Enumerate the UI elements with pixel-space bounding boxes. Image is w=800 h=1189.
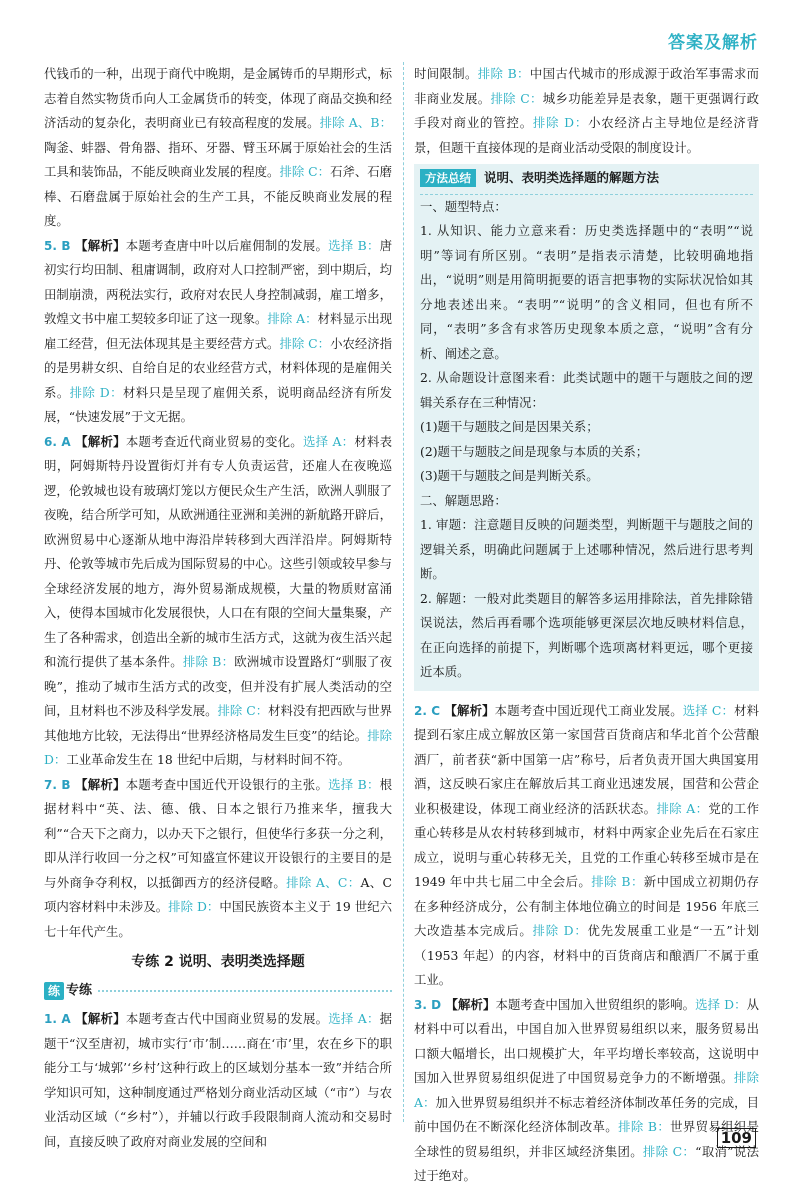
method-line: (3)题干与题肢之间是判断关系。: [420, 468, 599, 483]
right-column: [414, 62, 759, 1189]
analysis-label: 【解析】: [70, 776, 126, 792]
analysis-label: 【解析】: [70, 433, 126, 449]
answer-text: 石斧、石磨棒、石磨盘属于原始社会的生产工具，不能反映商业发展的程度。: [44, 164, 393, 228]
answer-text: 本题考查唐中叶以后雇佣制的发展。: [125, 237, 329, 253]
answer-number: 2. C: [414, 703, 441, 718]
answer-text: 欧洲城市设置路灯“驯服了夜晚”，推动了城市生活方式的改变，但并没有扩展人类活动的空间，且材料也不涉及科学发展。: [44, 654, 393, 718]
option-keyword: 排除 C：: [490, 90, 543, 106]
option-keyword: 排除 C：: [642, 1143, 696, 1159]
answer-text: 城乡功能差异是表象，题干更强调行政手段对商业的管控。: [414, 90, 760, 130]
method-line: 二、解题思路：: [420, 492, 507, 508]
answer-text: 党的工作重心转移是从农村转移到城市，材料中两家企业先后在石家庄成立，说明与重心转移无关，且党的工作重心转移至城市是在 1949 年中共七届二中全会后。: [414, 800, 760, 889]
answer-text: 从材料中可以看出，中国自加入世界贸易组织以来，服务贸易出口额大幅增长，出口规模扩大，年平均增长率较高，这说明中国加入世界贸易组织促进了中国贸易竞争力的不断增强。: [414, 996, 760, 1085]
answer-text: 材料提到石家庄成立解放区第一家国营百货商店和华北首个公营酿酒厂，前者获“新中国第一店”称号，后者负责开国大典国宴用酒，这反映石家庄在解放后其工商业迅速发展，国营和公营企业积极建设，体现工商业经济的活跃状态。: [414, 702, 760, 816]
answer-text: 小农经济占主导地位是经济背景，但题干直接体现的是商业活动受限的制度设计。: [414, 115, 760, 155]
practice-label: 专练: [66, 982, 93, 998]
answer-text: 小农经济指的是男耕女织、自给自足的农业经营方式，材料体现的是雇佣关系。: [44, 335, 393, 400]
answer-6: [44, 430, 392, 773]
analysis-label: 【解析】: [440, 702, 495, 718]
answer-text: 根据材料中“英、法、德、俄、日本之银行乃推来华，擅我大利”“合天下之商力，以办天下之银行，但使华行多获一分之利，即从洋行收回一分之权”可知盛宣怀建议开设银行的主要目的是与外商争夺利权，以抵御西方的经济侵略。: [44, 776, 393, 890]
answer-text: “取消”说法过于绝对。: [414, 1143, 760, 1183]
dotted-rule: [98, 990, 392, 992]
option-keyword: 排除 A、C：: [286, 874, 361, 890]
option-keyword: 排除 B：: [477, 66, 530, 81]
practice-icon: 练: [44, 982, 64, 1000]
method-line: 1. 从知识、能力立意来看：历史类选择题中的“表明”“说明”等词有所区别。“表明”是指表示清楚，比较明确地指出，“说明”则是用简明扼要的语言把事物的实际状况恰如其分地表述出来。“表明”“说明”的含义相同，但也有所不同，“表明”多含有求答历史现象本质之意，“说明”含有分析、阐述之意。: [420, 223, 753, 361]
answer-text: 陶釜、蚌器、骨角器、指环、牙器、臂玉环属于原始社会的生活工具和装饰品，不能反映商业发展的程度。: [44, 139, 392, 179]
answer-text: 据题干“汉至唐初，城市实行‘市’制……商在‘市’里，农在乡下的职能分工与‘城郭’‘乡村’这种行政上的区域划分基本一致”并结合所学知识可知，这种制度通过严格划分商业活动区域（“市”）与农业活动区域（“乡村”），并辅以行政手段限制商人流动和交易时间，直接反映了政府对商业发展的空间和: [44, 1011, 393, 1149]
analysis-label: 【解析】: [441, 996, 496, 1012]
option-keyword: 排除 D：: [44, 727, 392, 767]
method-summary-title: 说明、表明类选择题的解题方法: [484, 170, 660, 185]
option-keyword: 排除 D：: [532, 115, 589, 130]
answer-text: 材料表明，阿姆斯特丹设置街灯并有专人负责运营，还雇人在夜晚巡逻，伦敦城也设有玻璃灯笼以方便民众生产生活，欧洲人驯服了夜晚，结合所学可知，从欧洲通往亚洲和美洲的新航路开辟后，欧洲贸易中心逐渐从地中海沿岸转移到大西洋沿岸。阿姆斯特丹、伦敦等城市先后成为国际贸易的中心。这些引领或较早参与全球经济发展的地方，海外贸易渐成规模，大量的物质财富涌入，使得本国城市化发展很快，人口在有限的空间大量集聚，产生了各种需求，创造出全新的城市生活方式，这就为夜生活兴起和流行提供了基本条件。: [44, 433, 393, 669]
method-line: 2. 从命题设计意图来看：此类试题中的题干与题肢之间的逻辑关系存在三种情况：: [420, 370, 753, 410]
option-keyword: 排除 A：: [656, 800, 709, 816]
answer-text: A、C 项内容材料中未涉及。: [44, 874, 393, 914]
analysis-label: 【解析】: [70, 237, 126, 253]
answer-text: 加入世界贸易组织并不标志着经济体制改革任务的完成，目前中国仍在不断深化经济体制改革。: [414, 1094, 759, 1134]
method-line: (2)题干与题肢之间是现象与本质的关系；: [420, 443, 649, 459]
column-divider: [403, 62, 404, 1122]
option-keyword: 排除 B：: [618, 1119, 671, 1134]
header-title: 答案及解析: [668, 33, 758, 53]
answer-1-continued: [414, 62, 759, 160]
answer-3: [414, 993, 759, 1189]
answer-2: [414, 699, 759, 993]
method-line: 一、题型特点：: [420, 198, 507, 214]
answer-text: 本题考查古代中国商业贸易的发展。: [125, 1011, 329, 1026]
answer-text: 中国民族资本主义于 19 世纪六七十年代产生。: [44, 899, 393, 939]
option-keyword: 选择 B：: [328, 237, 380, 253]
method-line: 1. 审题：注意题目反映的问题类型，判断题干与题肢之间的逻辑关系，明确此问题属于上述哪种情况，然后进行思考判断。: [420, 517, 753, 581]
answer-text: 本题考查中国近现代工商业发展。: [494, 702, 683, 718]
method-summary-tag: 方法总结: [420, 169, 476, 187]
answer-number: 1. A: [44, 1012, 71, 1026]
answer-5: [44, 234, 392, 430]
answer-text: 新中国成立初期仍存在多种经济成分，公有制主体地位确立的时间是 1956 年底三大改造基本完成后。: [414, 874, 759, 938]
answer-text: 世界贸易组织是全球性的贸易组织，并非区域经济集团。: [414, 1119, 760, 1159]
answer-text: 时间限制。: [414, 66, 478, 81]
option-keyword: 选择 A：: [328, 1011, 380, 1026]
answer-text: 代钱币的一种，出现于商代中晚期，是金属铸币的早期形式，标志着自然实物货币向人工金属货币的转变，体现了商品交换和经济活动的复杂化，表明商业已有较高程度的发展。: [44, 66, 392, 130]
method-line: (1)题干与题肢之间是因果关系；: [420, 419, 599, 434]
method-summary-box: [414, 164, 759, 691]
option-keyword: 排除 C：: [279, 164, 331, 179]
answer-1: [44, 1007, 392, 1154]
option-keyword: 排除 A、B：: [319, 115, 393, 130]
answer-text: 唐初实行均田制、租庸调制，政府对人口控制严密，到中期后，均田制崩溃，两税法实行，政府对农民人身控制减弱，雇工增多，敦煌文书中雇工契较多印证了这一现象。: [44, 237, 393, 326]
analysis-label: 【解析】: [70, 1011, 126, 1026]
option-keyword: 排除 D：: [69, 384, 123, 400]
intro-paragraph: [44, 62, 392, 234]
practice-subhead: [44, 979, 392, 1004]
answer-text: 材料只是呈现了雇佣关系，说明商品经济有所发展，“快速发展”于文无据。: [44, 384, 393, 424]
option-keyword: 排除 D：: [168, 899, 220, 914]
answer-text: 材料没有把西欧与世界其他地方比较，无法得出“世界经济格局发生巨变”的结论。: [44, 703, 393, 743]
option-keyword: 选择 A：: [302, 433, 355, 449]
answer-text: 中国古代城市的形成源于政治军事需求而非商业发展。: [414, 66, 760, 106]
answer-text: 本题考查中国近代开设银行的主张。: [125, 776, 329, 792]
option-keyword: 排除 D：: [532, 923, 588, 938]
answer-text: 本题考查近代商业贸易的变化。: [125, 433, 303, 449]
answer-number: 6. A: [44, 434, 71, 449]
method-summary-header: [420, 164, 753, 191]
answer-text: 本题考查中国加入世贸组织的影响。: [495, 996, 696, 1012]
page-number: 109: [717, 1128, 756, 1148]
left-column: [44, 62, 392, 1154]
option-keyword: 排除 B：: [182, 654, 235, 669]
answer-number: 7. B: [44, 777, 71, 792]
option-keyword: 排除 C：: [279, 335, 331, 351]
answer-text: 材料显示出现雇工经营，但无法体现其是主要经营方式。: [44, 311, 393, 351]
option-keyword: 排除 C：: [217, 703, 269, 718]
answer-text: 优先发展重工业是“一五”计划（1953 年起）的内容，材料中的百货商店和酿酒厂不属于重工业。: [414, 923, 760, 987]
method-line: 2. 解题：一般对此类题目的解答多运用排除法，首先排除错误说法，然后再看哪个选项能够更深层次地反映材料信息，在正向选择的前提下，判断哪个选项离材料更远，哪个更接近本质。: [420, 590, 753, 679]
answer-text: 工业革命发生在 18 世纪中后期，与材料时间不符。: [66, 752, 351, 767]
option-keyword: 选择 B：: [328, 776, 380, 792]
answer-number: 3. D: [414, 997, 442, 1012]
option-keyword: 选择 C：: [682, 702, 735, 718]
option-keyword: 排除 B：: [591, 874, 644, 889]
answer-number: 5. B: [44, 238, 71, 253]
section-title: 专练 2 说明、表明类选择题: [131, 954, 305, 970]
answer-7: [44, 773, 392, 945]
option-keyword: 选择 D：: [695, 996, 747, 1012]
option-keyword: 排除 A：: [414, 1070, 760, 1110]
method-summary-body: [420, 194, 753, 685]
option-keyword: 排除 A：: [267, 311, 318, 326]
